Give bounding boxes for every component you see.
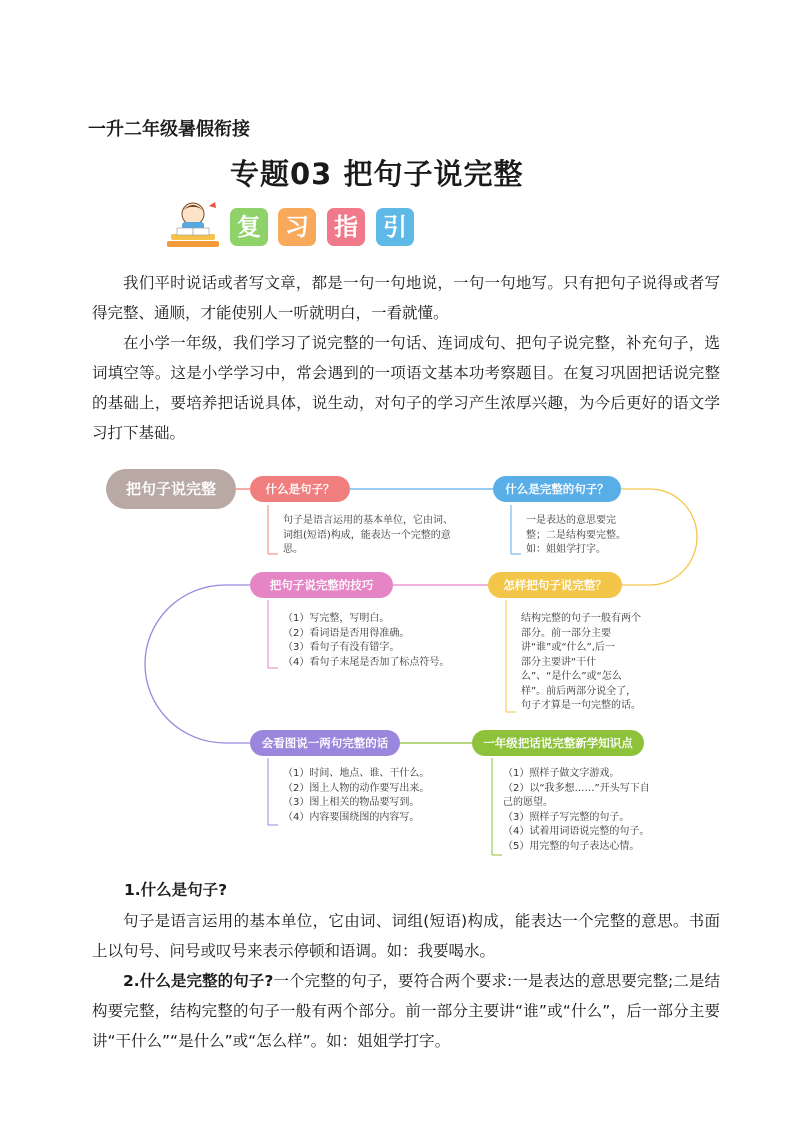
student-reading-icon xyxy=(163,200,223,252)
note-line: （2）以“我多想……”开头写下自 xyxy=(503,782,650,794)
note-what-is-sentence xyxy=(283,514,453,558)
note-line: （4）内容要围绕图的内容写。 xyxy=(283,811,420,823)
guide-tile-1: 复 xyxy=(230,208,268,246)
note-how-to xyxy=(521,612,641,714)
note-line: （2）看词语是否用得准确。 xyxy=(283,627,410,639)
note-line: 么”、“是什么”或“怎么 xyxy=(521,671,622,682)
node-techniques: 把句子说完整的技巧 xyxy=(250,572,393,598)
node-complete-sentence: 什么是完整的句子？ xyxy=(493,476,621,502)
mindmap-center: 把句子说完整 xyxy=(106,469,236,509)
node-picture-talk: 会看图说一两句完整的话 xyxy=(250,730,400,756)
note-line: 词组(短语)构成，能表达一个完整的意 xyxy=(283,529,451,541)
note-line: （1）写完整，写明白。 xyxy=(283,613,390,624)
note-line: （1）时间、地点、谁、干什么。 xyxy=(283,768,430,779)
note-line: （3）照样子写完整的句子。 xyxy=(503,811,630,823)
note-line: 如：姐姐学打字。 xyxy=(526,544,606,555)
page-title: 专题03 把句子说完整 xyxy=(230,157,524,191)
grade-label: 一升二年级暑假衔接 xyxy=(88,119,250,140)
note-line: 句子是语言运用的基本单位，它由词、 xyxy=(283,515,453,526)
note-line: （2）图上人物的动作要写出来。 xyxy=(283,782,430,794)
note-line: （3）图上相关的物品要写到。 xyxy=(283,797,420,808)
section-2-heading: 2.什么是完整的句子? xyxy=(123,972,274,990)
note-line: （3）看句子有没有错字。 xyxy=(283,642,400,653)
note-picture-talk xyxy=(283,767,429,825)
section-1-heading: 1.什么是句子? xyxy=(124,881,228,899)
guide-tile-3: 指 xyxy=(327,208,365,246)
note-line: （5）用完整的句子表达心情。 xyxy=(503,840,640,852)
note-line: 整；二是结构要完整。 xyxy=(526,529,626,541)
note-line: 样”。前后两部分说全了， xyxy=(521,685,637,697)
guide-tile-2: 习 xyxy=(278,208,316,246)
note-line: 部分。前一部分主要 xyxy=(521,627,611,639)
node-how-to: 怎样把句子说完整？ xyxy=(488,572,622,598)
note-line: 思。 xyxy=(283,544,303,555)
guide-tile-4: 引 xyxy=(376,208,414,246)
note-line: （4）试着用词语说完整的句子。 xyxy=(503,826,650,837)
note-techniques xyxy=(283,612,449,670)
section-2-text: 一个完整的句子，要符合两个要求:一是表达的意思要完整;二是结构要完整，结构完整的句子一般有两个部分。前一部分主要讲“谁”或“什么”，后一部分主要讲“干什么”“是什么”或“怎么样”。如：姐姐学打字。 xyxy=(92,972,721,1050)
node-what-is-sentence: 什么是句子？ xyxy=(250,476,350,502)
note-line: 讲“谁”或“什么”,后一 xyxy=(521,642,615,653)
note-line: （1）照样子做文字游戏。 xyxy=(503,768,620,779)
note-line: 部分主要讲“干什 xyxy=(521,656,597,668)
note-complete-sentence xyxy=(526,514,626,558)
section-2-paragraph xyxy=(92,966,720,1056)
note-line: 己的愿望。 xyxy=(503,797,553,808)
note-line: 一是表达的意思要完 xyxy=(526,515,616,526)
intro-paragraph-1: 我们平时说话或者写文章，都是一句一句地说，一句一句地写。只有把句子说得或者写得完整、通顺，才能使别人一听就明白，一看就懂。 xyxy=(92,274,720,322)
section-1-text: 句子是语言运用的基本单位，它由词、词组(短语)构成，能表达一个完整的意思。书面上以句号、问号或叹号来表示停顿和语调。如：我要喝水。 xyxy=(92,912,720,960)
node-grade1-knowledge: 一年级把话说完整新学知识点 xyxy=(472,730,644,756)
note-line: （4）看句子末尾是否加了标点符号。 xyxy=(283,656,450,668)
note-line: 句子才算是一句完整的话。 xyxy=(521,700,641,711)
note-line: 结构完整的句子一般有两个 xyxy=(521,613,641,624)
intro-paragraph-2: 在小学一年级，我们学习了说完整的一句话、连词成句、把句子说完整，补充句子，选词填空等。这是小学学习中，常会遇到的一项语文基本功考察题目。在复习巩固把话说完整的基础上，要培养把话说具体，说生动，对句子的学习产生浓厚兴趣，为今后更好的语文学习打下基础。 xyxy=(92,334,720,442)
note-grade1-knowledge xyxy=(503,767,650,854)
